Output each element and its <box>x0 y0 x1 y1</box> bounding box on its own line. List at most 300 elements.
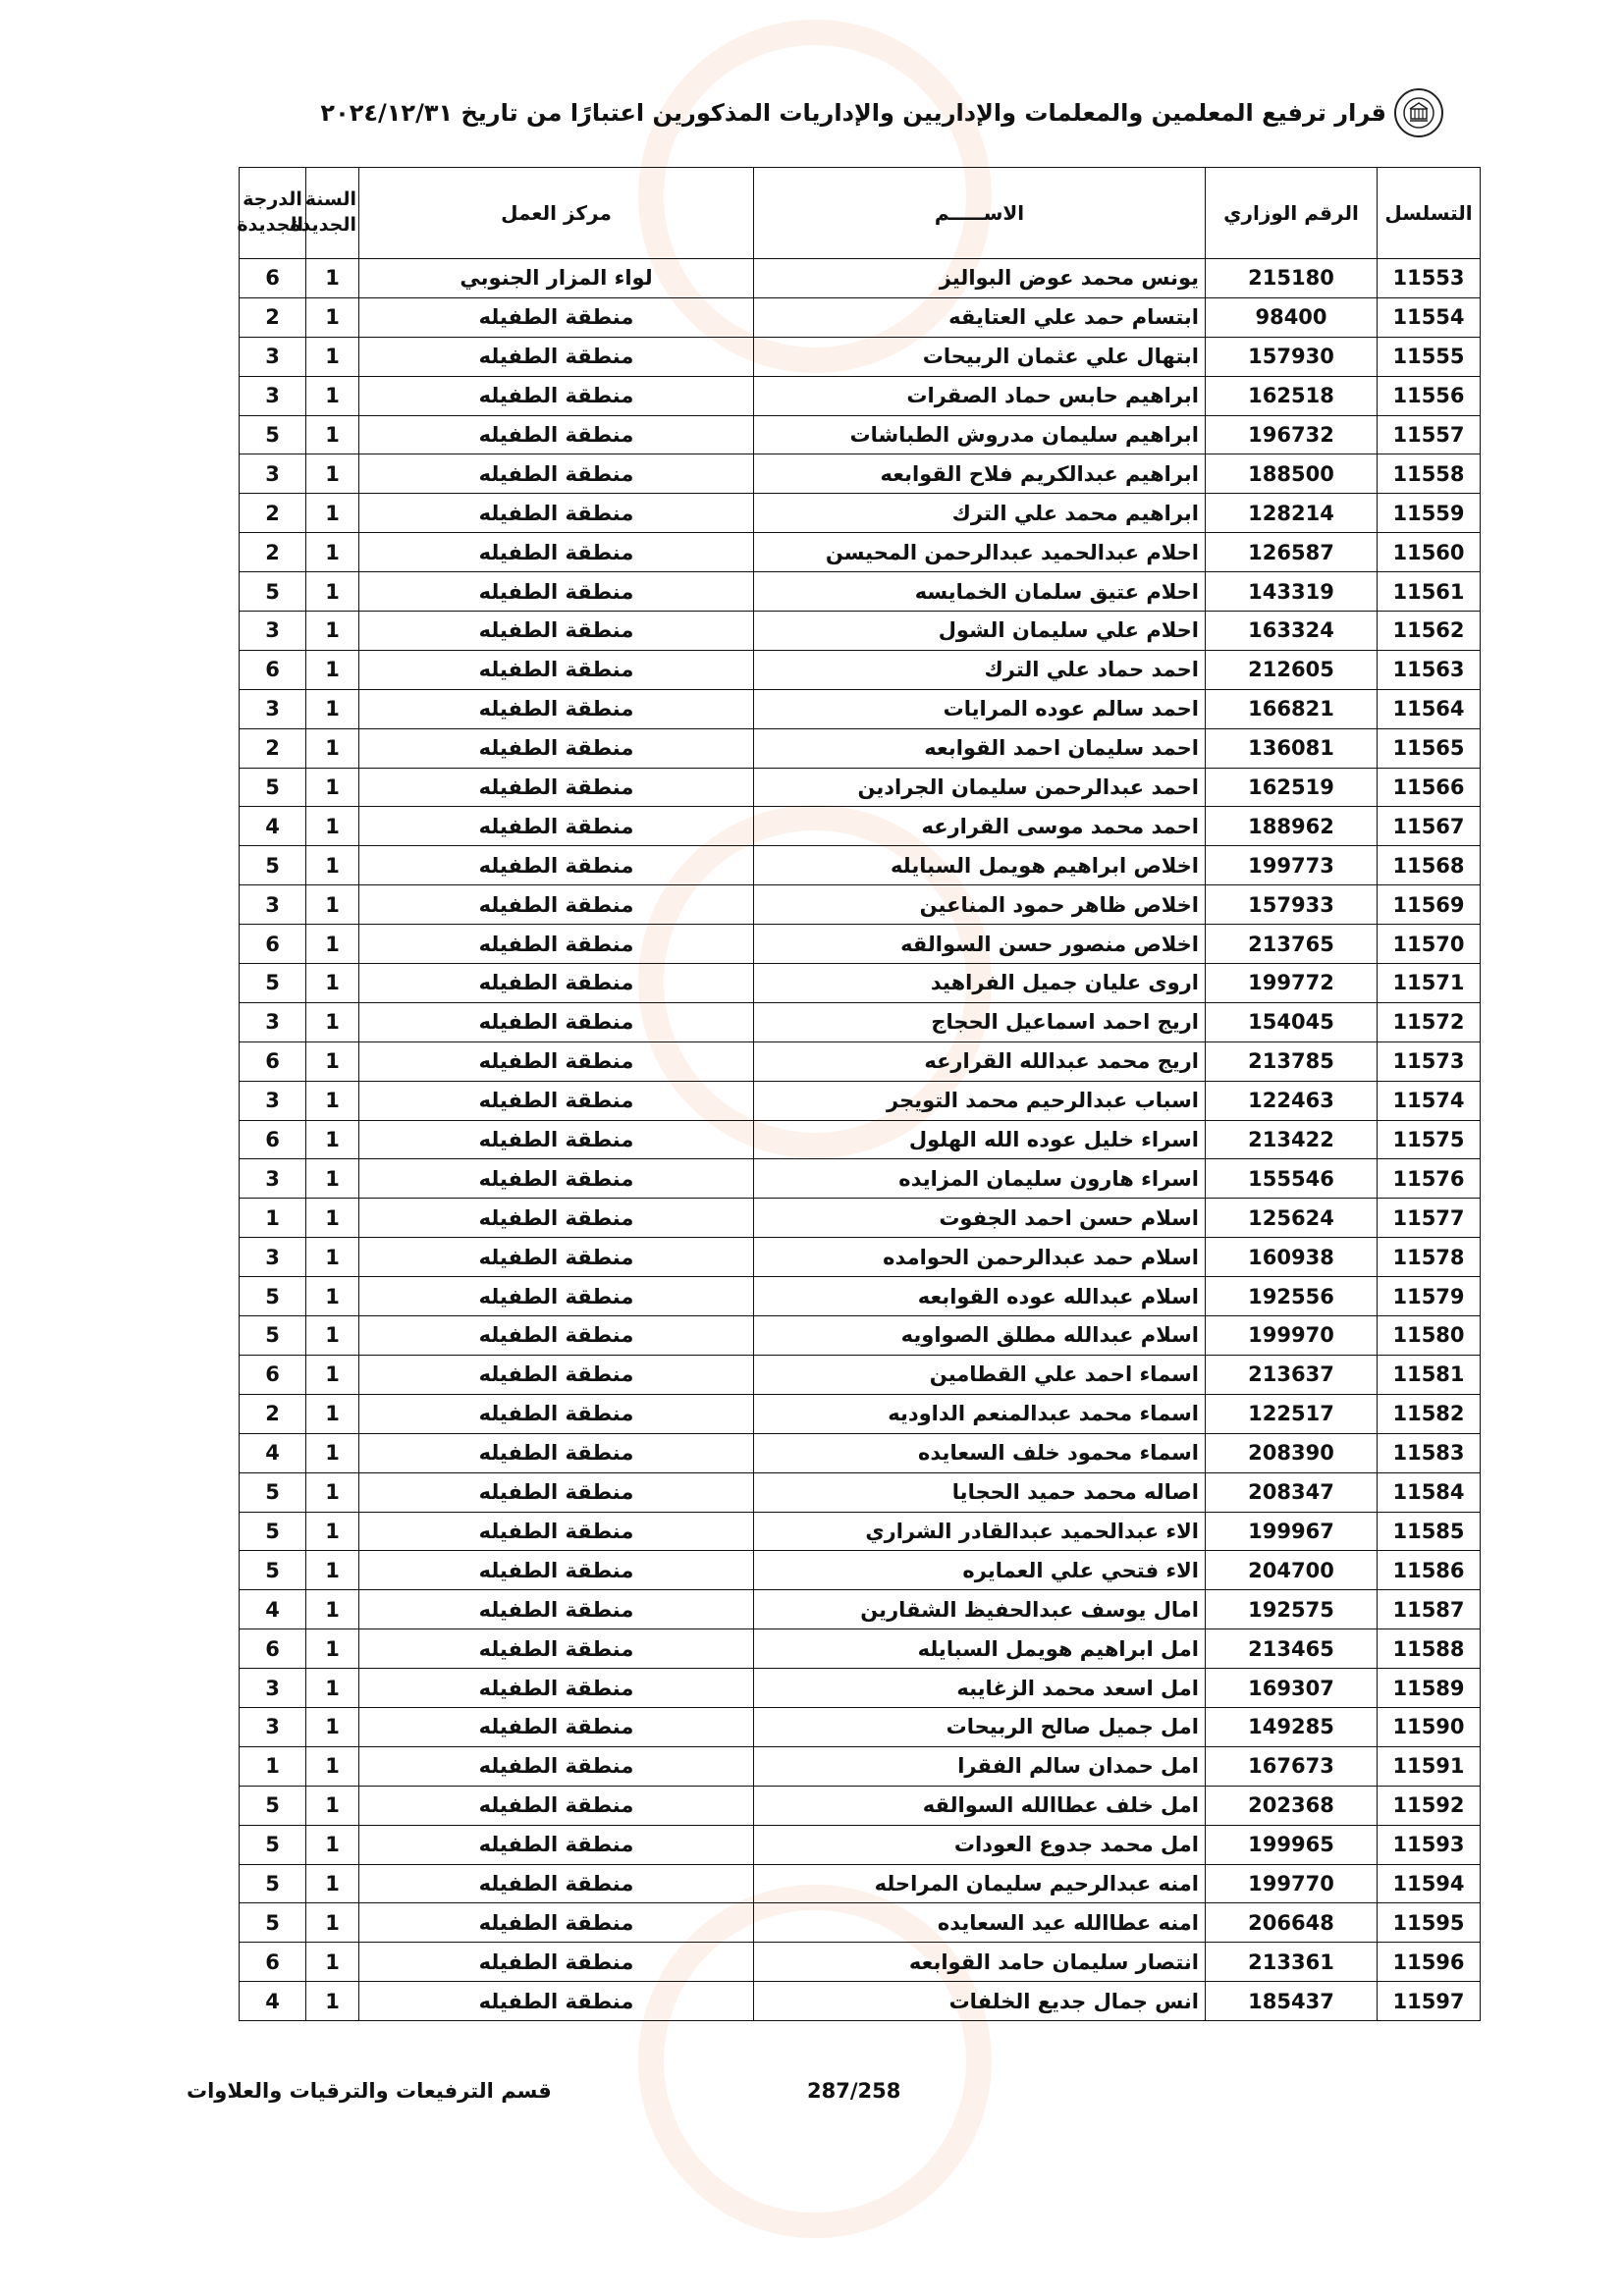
cell-work-center: منطقة الطفيله <box>359 1982 754 2021</box>
table-row <box>240 1433 1481 1472</box>
cell-ministry-id: 122463 <box>1206 1081 1378 1120</box>
cell-work-center: منطقة الطفيله <box>359 1238 754 1277</box>
cell-serial: 11572 <box>1378 1002 1481 1041</box>
cell-work-center: منطقة الطفيله <box>359 1864 754 1903</box>
cell-new-grade: 6 <box>240 1629 306 1669</box>
cell-ministry-id: 204700 <box>1206 1551 1378 1590</box>
cell-new-year: 1 <box>306 1238 359 1277</box>
cell-serial: 11589 <box>1378 1669 1481 1708</box>
cell-new-grade: 3 <box>240 689 306 728</box>
cell-ministry-id: 155546 <box>1206 1159 1378 1199</box>
cell-new-grade: 6 <box>240 925 306 964</box>
table-row <box>240 885 1481 925</box>
table-row <box>240 1277 1481 1316</box>
cell-work-center: منطقة الطفيله <box>359 807 754 846</box>
table-row <box>240 728 1481 768</box>
cell-serial: 11597 <box>1378 1982 1481 2021</box>
table-row <box>240 415 1481 454</box>
cell-new-year: 1 <box>306 1943 359 1982</box>
cell-work-center: منطقة الطفيله <box>359 1394 754 1433</box>
cell-name: اروى عليان جميل الفراهيد <box>754 964 1206 1003</box>
cell-new-year: 1 <box>306 1355 359 1394</box>
cell-new-year: 1 <box>306 689 359 728</box>
table-row <box>240 1002 1481 1041</box>
cell-serial: 11559 <box>1378 494 1481 533</box>
cell-name: اريج احمد اسماعيل الحجاج <box>754 1002 1206 1041</box>
cell-ministry-id: 192575 <box>1206 1590 1378 1629</box>
cell-work-center: منطقة الطفيله <box>359 1669 754 1708</box>
cell-new-grade: 5 <box>240 964 306 1003</box>
cell-work-center: منطقة الطفيله <box>359 612 754 651</box>
cell-new-grade: 3 <box>240 1707 306 1746</box>
cell-new-grade: 3 <box>240 1669 306 1708</box>
cell-new-grade: 2 <box>240 1394 306 1433</box>
cell-new-year: 1 <box>306 1903 359 1943</box>
cell-new-grade: 6 <box>240 1943 306 1982</box>
cell-new-year: 1 <box>306 259 359 298</box>
cell-new-year: 1 <box>306 768 359 807</box>
table-row <box>240 1669 1481 1708</box>
header-serial: التسلسل <box>1378 168 1481 259</box>
header-name: الاســـــم <box>754 168 1206 259</box>
cell-ministry-id: 157930 <box>1206 337 1378 376</box>
cell-name: امل محمد جدوع العودات <box>754 1825 1206 1864</box>
cell-name: اسلام حسن احمد الجفوت <box>754 1199 1206 1238</box>
cell-new-year: 1 <box>306 1669 359 1708</box>
cell-name: امال يوسف عبدالحفيظ الشقارين <box>754 1590 1206 1629</box>
cell-new-grade: 5 <box>240 1277 306 1316</box>
cell-new-year: 1 <box>306 1472 359 1512</box>
cell-ministry-id: 202368 <box>1206 1786 1378 1825</box>
cell-new-grade: 3 <box>240 337 306 376</box>
cell-serial: 11563 <box>1378 650 1481 689</box>
cell-new-grade: 3 <box>240 1238 306 1277</box>
cell-serial: 11587 <box>1378 1590 1481 1629</box>
cell-new-grade: 3 <box>240 612 306 651</box>
page-footer <box>187 2079 1267 2118</box>
cell-work-center: منطقة الطفيله <box>359 1199 754 1238</box>
table-row <box>240 1041 1481 1081</box>
cell-name: احمد سليمان احمد القوابعه <box>754 728 1206 768</box>
cell-new-grade: 3 <box>240 1002 306 1041</box>
cell-new-year: 1 <box>306 964 359 1003</box>
cell-new-year: 1 <box>306 650 359 689</box>
cell-name: اسراء هارون سليمان المزايده <box>754 1159 1206 1199</box>
cell-new-grade: 5 <box>240 1825 306 1864</box>
cell-new-year: 1 <box>306 1786 359 1825</box>
cell-new-year: 1 <box>306 1433 359 1472</box>
cell-work-center: منطقة الطفيله <box>359 1825 754 1864</box>
cell-new-year: 1 <box>306 728 359 768</box>
cell-work-center: منطقة الطفيله <box>359 1316 754 1356</box>
cell-serial: 11562 <box>1378 612 1481 651</box>
cell-name: احلام علي سليمان الشول <box>754 612 1206 651</box>
cell-ministry-id: 149285 <box>1206 1707 1378 1746</box>
cell-new-year: 1 <box>306 1551 359 1590</box>
cell-ministry-id: 143319 <box>1206 572 1378 612</box>
cell-serial: 11590 <box>1378 1707 1481 1746</box>
cell-new-grade: 3 <box>240 1081 306 1120</box>
department-label: قسم الترفيعات والترقيات والعلاوات <box>187 2079 552 2103</box>
cell-new-grade: 4 <box>240 807 306 846</box>
cell-work-center: منطقة الطفيله <box>359 689 754 728</box>
cell-serial: 11568 <box>1378 846 1481 885</box>
cell-serial: 11580 <box>1378 1316 1481 1356</box>
cell-name: امل ابراهيم هويمل السبايله <box>754 1629 1206 1669</box>
cell-serial: 11553 <box>1378 259 1481 298</box>
cell-ministry-id: 199772 <box>1206 964 1378 1003</box>
cell-ministry-id: 213465 <box>1206 1629 1378 1669</box>
cell-serial: 11592 <box>1378 1786 1481 1825</box>
cell-ministry-id: 160938 <box>1206 1238 1378 1277</box>
cell-new-year: 1 <box>306 1041 359 1081</box>
cell-work-center: منطقة الطفيله <box>359 1746 754 1786</box>
cell-work-center: منطقة الطفيله <box>359 1512 754 1551</box>
cell-name: اسماء محمود خلف السعايده <box>754 1433 1206 1472</box>
table-row <box>240 1903 1481 1943</box>
cell-name: اسراء خليل عوده الله الهلول <box>754 1120 1206 1159</box>
cell-serial: 11570 <box>1378 925 1481 964</box>
cell-work-center: منطقة الطفيله <box>359 1943 754 1982</box>
cell-work-center: منطقة الطفيله <box>359 1159 754 1199</box>
cell-new-grade: 2 <box>240 728 306 768</box>
table-row <box>240 1786 1481 1825</box>
cell-new-grade: 3 <box>240 885 306 925</box>
cell-new-grade: 6 <box>240 1355 306 1394</box>
cell-serial: 11575 <box>1378 1120 1481 1159</box>
cell-new-grade: 1 <box>240 1199 306 1238</box>
cell-ministry-id: 98400 <box>1206 297 1378 337</box>
cell-serial: 11560 <box>1378 533 1481 572</box>
table-row <box>240 1238 1481 1277</box>
cell-new-year: 1 <box>306 494 359 533</box>
table-row <box>240 1512 1481 1551</box>
cell-serial: 11579 <box>1378 1277 1481 1316</box>
cell-name: انس جمال جديع الخلفات <box>754 1982 1206 2021</box>
cell-work-center: لواء المزار الجنوبي <box>359 259 754 298</box>
cell-serial: 11565 <box>1378 728 1481 768</box>
cell-name: احمد حماد علي الترك <box>754 650 1206 689</box>
cell-work-center: منطقة الطفيله <box>359 925 754 964</box>
cell-new-year: 1 <box>306 1277 359 1316</box>
cell-ministry-id: 122517 <box>1206 1394 1378 1433</box>
cell-ministry-id: 188500 <box>1206 454 1378 494</box>
cell-work-center: منطقة الطفيله <box>359 1629 754 1669</box>
cell-work-center: منطقة الطفيله <box>359 1433 754 1472</box>
cell-new-grade: 2 <box>240 533 306 572</box>
cell-new-year: 1 <box>306 297 359 337</box>
cell-name: اسلام حمد عبدالرحمن الحوامده <box>754 1238 1206 1277</box>
cell-new-year: 1 <box>306 337 359 376</box>
table-row <box>240 1825 1481 1864</box>
table-row <box>240 1355 1481 1394</box>
cell-serial: 11584 <box>1378 1472 1481 1512</box>
cell-work-center: منطقة الطفيله <box>359 572 754 612</box>
cell-new-grade: 2 <box>240 297 306 337</box>
cell-new-grade: 3 <box>240 1159 306 1199</box>
cell-name: اريج محمد عبدالله القرارعه <box>754 1041 1206 1081</box>
cell-ministry-id: 162518 <box>1206 376 1378 415</box>
cell-work-center: منطقة الطفيله <box>359 1786 754 1825</box>
cell-new-grade: 6 <box>240 1120 306 1159</box>
header-new-year: السنة الجديدة <box>306 168 359 259</box>
cell-new-grade: 1 <box>240 1746 306 1786</box>
cell-new-grade: 5 <box>240 768 306 807</box>
cell-name: احلام عبدالحميد عبدالرحمن المحيسن <box>754 533 1206 572</box>
cell-ministry-id: 192556 <box>1206 1277 1378 1316</box>
cell-ministry-id: 206648 <box>1206 1903 1378 1943</box>
table-row <box>240 768 1481 807</box>
table-row <box>240 1864 1481 1903</box>
cell-new-year: 1 <box>306 376 359 415</box>
cell-serial: 11569 <box>1378 885 1481 925</box>
cell-ministry-id: 163324 <box>1206 612 1378 651</box>
cell-new-year: 1 <box>306 1199 359 1238</box>
cell-ministry-id: 213361 <box>1206 1943 1378 1982</box>
cell-new-year: 1 <box>306 1316 359 1356</box>
table-row <box>240 297 1481 337</box>
cell-ministry-id: 213765 <box>1206 925 1378 964</box>
cell-serial: 11583 <box>1378 1433 1481 1472</box>
table-row <box>240 689 1481 728</box>
cell-new-year: 1 <box>306 1120 359 1159</box>
cell-new-grade: 2 <box>240 494 306 533</box>
table-row <box>240 259 1481 298</box>
cell-work-center: منطقة الطفيله <box>359 1903 754 1943</box>
table-row <box>240 1316 1481 1356</box>
cell-name: امل جميل صالح الربيحات <box>754 1707 1206 1746</box>
cell-name: اصاله محمد حميد الحجايا <box>754 1472 1206 1512</box>
cell-work-center: منطقة الطفيله <box>359 1707 754 1746</box>
cell-ministry-id: 125624 <box>1206 1199 1378 1238</box>
cell-serial: 11558 <box>1378 454 1481 494</box>
cell-new-grade: 5 <box>240 1512 306 1551</box>
cell-work-center: منطقة الطفيله <box>359 1002 754 1041</box>
cell-serial: 11578 <box>1378 1238 1481 1277</box>
cell-serial: 11586 <box>1378 1551 1481 1590</box>
cell-new-year: 1 <box>306 1002 359 1041</box>
cell-serial: 11594 <box>1378 1864 1481 1903</box>
ministry-emblem-icon <box>1394 88 1443 137</box>
cell-new-grade: 6 <box>240 1041 306 1081</box>
cell-work-center: منطقة الطفيله <box>359 964 754 1003</box>
cell-new-year: 1 <box>306 1081 359 1120</box>
table-row <box>240 807 1481 846</box>
cell-work-center: منطقة الطفيله <box>359 415 754 454</box>
cell-name: انتصار سليمان حامد القوابعه <box>754 1943 1206 1982</box>
cell-new-year: 1 <box>306 1864 359 1903</box>
cell-new-year: 1 <box>306 1394 359 1433</box>
cell-serial: 11573 <box>1378 1041 1481 1081</box>
cell-work-center: منطقة الطفيله <box>359 1355 754 1394</box>
cell-serial: 11566 <box>1378 768 1481 807</box>
cell-serial: 11596 <box>1378 1943 1481 1982</box>
header-ministry-id: الرقم الوزاري <box>1206 168 1378 259</box>
cell-ministry-id: 167673 <box>1206 1746 1378 1786</box>
cell-name: اخلاص منصور حسن السوالقه <box>754 925 1206 964</box>
table-row <box>240 572 1481 612</box>
page-header <box>196 88 1443 137</box>
cell-work-center: منطقة الطفيله <box>359 376 754 415</box>
cell-new-year: 1 <box>306 925 359 964</box>
cell-serial: 11591 <box>1378 1746 1481 1786</box>
table-row <box>240 1120 1481 1159</box>
cell-new-grade: 5 <box>240 1316 306 1356</box>
cell-ministry-id: 199967 <box>1206 1512 1378 1551</box>
cell-work-center: منطقة الطفيله <box>359 297 754 337</box>
table-row <box>240 612 1481 651</box>
cell-serial: 11588 <box>1378 1629 1481 1669</box>
cell-new-year: 1 <box>306 415 359 454</box>
cell-new-year: 1 <box>306 1512 359 1551</box>
cell-work-center: منطقة الطفيله <box>359 1041 754 1081</box>
cell-new-year: 1 <box>306 533 359 572</box>
cell-name: اسلام عبدالله عوده القوابعه <box>754 1277 1206 1316</box>
cell-serial: 11574 <box>1378 1081 1481 1120</box>
table-row <box>240 925 1481 964</box>
table-row <box>240 494 1481 533</box>
table-row <box>240 1159 1481 1199</box>
cell-work-center: منطقة الطفيله <box>359 728 754 768</box>
cell-new-grade: 5 <box>240 415 306 454</box>
cell-work-center: منطقة الطفيله <box>359 1472 754 1512</box>
cell-serial: 11554 <box>1378 297 1481 337</box>
cell-ministry-id: 199773 <box>1206 846 1378 885</box>
cell-new-grade: 5 <box>240 1472 306 1512</box>
table-row <box>240 1590 1481 1629</box>
cell-ministry-id: 136081 <box>1206 728 1378 768</box>
cell-name: اسماء احمد علي القطامين <box>754 1355 1206 1394</box>
table-row <box>240 454 1481 494</box>
cell-name: امنه عطاالله عيد السعايده <box>754 1903 1206 1943</box>
cell-new-year: 1 <box>306 1590 359 1629</box>
cell-ministry-id: 188962 <box>1206 807 1378 846</box>
cell-new-year: 1 <box>306 846 359 885</box>
header-work-center: مركز العمل <box>359 168 754 259</box>
table-row <box>240 533 1481 572</box>
cell-new-year: 1 <box>306 454 359 494</box>
cell-new-year: 1 <box>306 1825 359 1864</box>
cell-name: ابراهيم عبدالكريم فلاح القوابعه <box>754 454 1206 494</box>
table-row <box>240 964 1481 1003</box>
cell-ministry-id: 157933 <box>1206 885 1378 925</box>
cell-name: اسباب عبدالرحيم محمد التويجر <box>754 1081 1206 1120</box>
cell-new-grade: 5 <box>240 1903 306 1943</box>
cell-ministry-id: 166821 <box>1206 689 1378 728</box>
cell-ministry-id: 213637 <box>1206 1355 1378 1394</box>
table-row <box>240 1707 1481 1746</box>
cell-serial: 11567 <box>1378 807 1481 846</box>
cell-new-grade: 5 <box>240 1551 306 1590</box>
table-row <box>240 1746 1481 1786</box>
table-row <box>240 1472 1481 1512</box>
cell-name: اسلام عبدالله مطلق الصواويه <box>754 1316 1206 1356</box>
cell-name: امنه عبدالرحيم سليمان المراحله <box>754 1864 1206 1903</box>
cell-ministry-id: 185437 <box>1206 1982 1378 2021</box>
cell-work-center: منطقة الطفيله <box>359 494 754 533</box>
cell-serial: 11561 <box>1378 572 1481 612</box>
cell-name: اسماء محمد عبدالمنعم الداوديه <box>754 1394 1206 1433</box>
cell-new-grade: 5 <box>240 1864 306 1903</box>
table-row <box>240 1982 1481 2021</box>
cell-ministry-id: 196732 <box>1206 415 1378 454</box>
table-row <box>240 1081 1481 1120</box>
table-row <box>240 1199 1481 1238</box>
cell-work-center: منطقة الطفيله <box>359 1551 754 1590</box>
cell-ministry-id: 215180 <box>1206 259 1378 298</box>
cell-work-center: منطقة الطفيله <box>359 533 754 572</box>
table-row <box>240 1551 1481 1590</box>
cell-ministry-id: 154045 <box>1206 1002 1378 1041</box>
header-new-grade: الدرجة الجديدة <box>240 168 306 259</box>
table-row <box>240 1943 1481 1982</box>
cell-new-grade: 6 <box>240 650 306 689</box>
table-row <box>240 337 1481 376</box>
cell-new-year: 1 <box>306 612 359 651</box>
cell-new-year: 1 <box>306 1159 359 1199</box>
cell-work-center: منطقة الطفيله <box>359 885 754 925</box>
cell-name: احمد عبدالرحمن سليمان الجرادين <box>754 768 1206 807</box>
cell-work-center: منطقة الطفيله <box>359 846 754 885</box>
cell-work-center: منطقة الطفيله <box>359 768 754 807</box>
cell-serial: 11555 <box>1378 337 1481 376</box>
cell-name: امل خلف عطاالله السوالقه <box>754 1786 1206 1825</box>
cell-serial: 11585 <box>1378 1512 1481 1551</box>
cell-serial: 11593 <box>1378 1825 1481 1864</box>
cell-name: ابراهيم محمد علي الترك <box>754 494 1206 533</box>
cell-new-grade: 5 <box>240 572 306 612</box>
cell-serial: 11576 <box>1378 1159 1481 1199</box>
cell-work-center: منطقة الطفيله <box>359 650 754 689</box>
cell-ministry-id: 208347 <box>1206 1472 1378 1512</box>
cell-name: يونس محمد عوض البواليز <box>754 259 1206 298</box>
cell-name: الاء فتحي علي العمايره <box>754 1551 1206 1590</box>
cell-serial: 11595 <box>1378 1903 1481 1943</box>
cell-ministry-id: 126587 <box>1206 533 1378 572</box>
cell-new-year: 1 <box>306 807 359 846</box>
cell-ministry-id: 199965 <box>1206 1825 1378 1864</box>
cell-work-center: منطقة الطفيله <box>359 1081 754 1120</box>
cell-name: الاء عبدالحميد عبدالقادر الشراري <box>754 1512 1206 1551</box>
cell-ministry-id: 199770 <box>1206 1864 1378 1903</box>
cell-work-center: منطقة الطفيله <box>359 1120 754 1159</box>
cell-new-grade: 3 <box>240 376 306 415</box>
cell-name: امل اسعد محمد الزغايبه <box>754 1669 1206 1708</box>
cell-name: احمد محمد موسى القرارعه <box>754 807 1206 846</box>
cell-work-center: منطقة الطفيله <box>359 1590 754 1629</box>
cell-new-grade: 4 <box>240 1590 306 1629</box>
table-row <box>240 1629 1481 1669</box>
cell-new-grade: 6 <box>240 259 306 298</box>
cell-new-year: 1 <box>306 1982 359 2021</box>
cell-work-center: منطقة الطفيله <box>359 337 754 376</box>
cell-ministry-id: 213785 <box>1206 1041 1378 1081</box>
cell-ministry-id: 208390 <box>1206 1433 1378 1472</box>
page-title: قرار ترفيع المعلمين والمعلمات والإداريين والإداريات المذكورين اعتبارًا من تاريخ ٢٠٢٤/١٢/٣١ <box>320 99 1386 127</box>
cell-serial: 11571 <box>1378 964 1481 1003</box>
cell-ministry-id: 199970 <box>1206 1316 1378 1356</box>
cell-name: ابراهيم حابس حماد الصقرات <box>754 376 1206 415</box>
cell-serial: 11577 <box>1378 1199 1481 1238</box>
table-row <box>240 650 1481 689</box>
cell-name: احلام عتيق سلمان الخمايسه <box>754 572 1206 612</box>
cell-name: امل حمدان سالم الفقرا <box>754 1746 1206 1786</box>
cell-new-grade: 4 <box>240 1433 306 1472</box>
cell-name: اخلاص ابراهيم هويمل السبايله <box>754 846 1206 885</box>
cell-ministry-id: 162519 <box>1206 768 1378 807</box>
page-number: 287/258 <box>807 2079 901 2103</box>
cell-ministry-id: 212605 <box>1206 650 1378 689</box>
